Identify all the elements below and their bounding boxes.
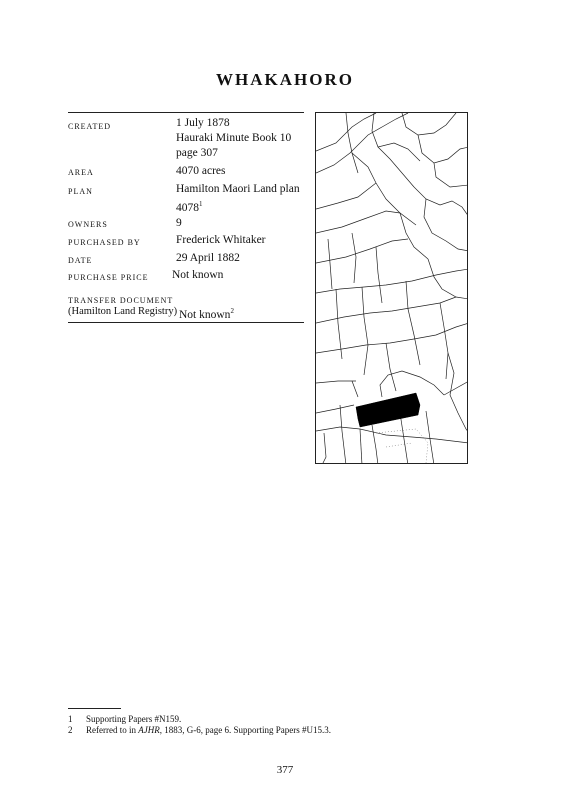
- area-label: AREA: [68, 168, 94, 177]
- date-value: 29 April 1882: [176, 252, 240, 264]
- owners-label: OWNERS: [68, 220, 108, 229]
- plan-number: [176, 197, 203, 216]
- page-title: WHAKAHORO: [216, 70, 354, 89]
- plan-value: Hamilton Maori Land plan: [176, 183, 300, 195]
- created-value-date: 1 July 1878: [176, 117, 230, 129]
- table-bottom-rule: [68, 322, 304, 323]
- footnote-1-number: 1: [68, 714, 73, 724]
- footnote-2-text-italic: AJHR: [138, 725, 160, 735]
- created-value-book: Hauraki Minute Book 10: [176, 132, 292, 144]
- purchase-price-label: PURCHASE PRICE: [68, 273, 149, 282]
- land-parcel-map: [316, 113, 468, 464]
- purchased-by-label: PURCHASED BY: [68, 238, 141, 247]
- footnote-2-text-pre: Referred to in: [86, 725, 139, 735]
- plan-number-text: 4078: [176, 201, 199, 214]
- transfer-sub-label: (Hamilton Land Registry): [68, 306, 178, 317]
- purchase-price-value: Not known: [172, 269, 224, 281]
- purchased-by-value: Frederick Whitaker: [176, 234, 266, 246]
- owners-value: 9: [176, 217, 182, 229]
- footnote-rule: [68, 708, 121, 709]
- table-top-rule: [68, 112, 304, 113]
- footnote-2: [68, 725, 331, 735]
- page-number: 377: [276, 764, 294, 776]
- transfer-value-text: Not known: [179, 308, 231, 321]
- footnote-1: [68, 714, 181, 724]
- area-value: 4070 acres: [176, 165, 226, 177]
- footnote-2-text-post: , 1883, G-6, page 6. Supporting Papers #U15.3.: [159, 725, 331, 735]
- location-map: [315, 112, 468, 464]
- transfer-footnote-ref: 2: [230, 307, 234, 315]
- plan-footnote-ref: 1: [199, 200, 203, 208]
- transfer-label: TRANSFER DOCUMENT: [68, 296, 174, 305]
- plan-label: PLAN: [68, 187, 93, 196]
- whakahoro-block: [356, 393, 420, 427]
- footnote-1-text: Supporting Papers #N159.: [86, 714, 182, 724]
- date-label: DATE: [68, 256, 93, 265]
- created-value-page: page 307: [176, 147, 218, 159]
- footnote-2-number: 2: [68, 725, 73, 735]
- transfer-value: [179, 304, 234, 323]
- created-label: CREATED: [68, 122, 111, 131]
